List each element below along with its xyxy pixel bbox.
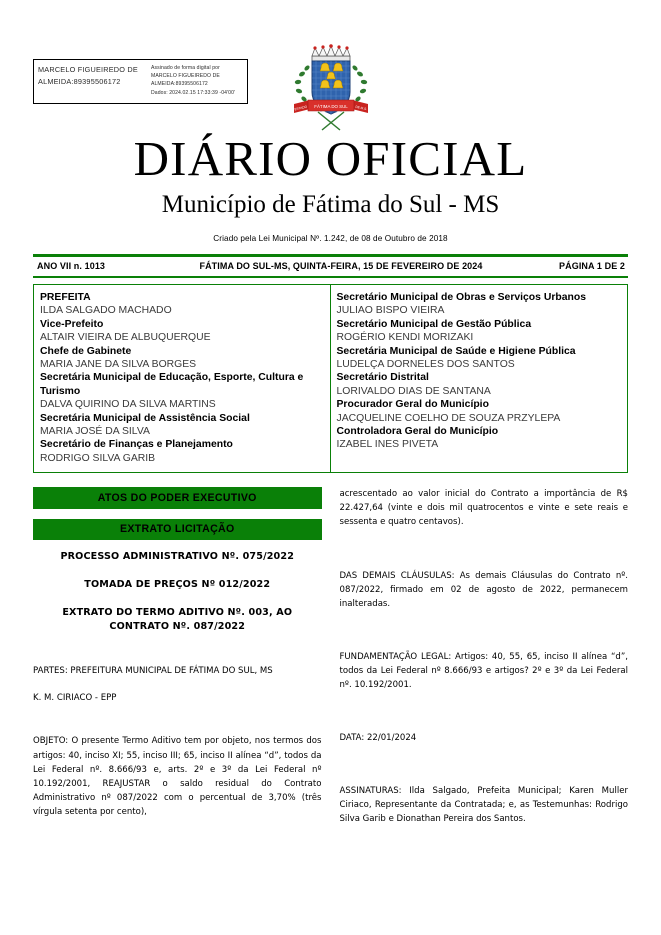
page-subtitle: Município de Fátima do Sul - MS — [161, 191, 500, 218]
section-banner-extrato: EXTRATO LICITAÇÃO — [33, 519, 322, 541]
official-role: Secretário Distrital — [336, 372, 429, 384]
section-banner-atos: ATOS DO PODER EXECUTIVO — [33, 487, 322, 509]
officials-box — [33, 284, 628, 473]
official-role: Chefe de Gabinete — [40, 345, 132, 357]
paragraph-valor-acrescentado: acrescentado ao valor inicial do Contrato a importância de R$ 22.427,64 (vinte e dois mil quatrocentos e vinte e sete reais e sessenta e quatro centavos). — [339, 489, 628, 528]
official-person: LORIVALDO DIAS DE SANTANA — [336, 385, 491, 397]
signature-name-line1: MARCELO FIGUEIREDO DE — [38, 65, 138, 74]
title-extrato-termo-aditivo — [33, 606, 322, 634]
municipal-coat-of-arms-icon — [288, 44, 374, 136]
official-role: Secretário Municipal de Gestão Pública — [336, 318, 532, 330]
official-person: ALTAIR VIEIRA DE ALBUQUERQUE — [40, 332, 211, 344]
official-role: Secretária Municipal de Saúde e Higiene Pública — [336, 345, 576, 357]
content-columns — [33, 487, 628, 843]
official-person: ILDA SALGADO MACHADO — [40, 305, 172, 317]
title-tomada-de-precos: TOMADA DE PREÇOS Nº 012/2022 — [84, 579, 271, 591]
signature-detail-line2: MARCELO FIGUEIREDO DE — [151, 73, 220, 80]
paragraph-partes-contratada: K. M. CIRIACO - EPP — [33, 693, 117, 704]
svg-text:ESTADO: ESTADO — [293, 104, 308, 112]
official-role: Secretária Municipal de Educação, Esporte, Cultura e Turismo — [40, 372, 304, 397]
signature-detail-line3: ALMEIDA:89395506172 — [151, 81, 208, 88]
spacer — [340, 709, 629, 731]
svg-text:FÁTIMA DO SUL: FÁTIMA DO SUL — [313, 104, 348, 109]
officials-column-left — [34, 285, 331, 472]
official-entry — [40, 318, 324, 345]
signature-details — [146, 60, 247, 103]
spacer — [340, 762, 629, 784]
signature-name — [34, 60, 146, 103]
official-entry — [40, 371, 324, 411]
official-entry — [337, 371, 622, 398]
officials-column-right — [331, 285, 628, 472]
signature-name-line2: ALMEIDA:89395506172 — [38, 76, 121, 86]
infobar — [33, 257, 628, 276]
official-entry — [337, 398, 622, 425]
official-entry — [337, 425, 622, 452]
title-processo-administrativo: PROCESSO ADMINISTRATIVO Nº. 075/2022 — [60, 551, 295, 563]
infobar-year-issue: ANO VII n. 1013 — [37, 261, 106, 271]
official-person: IZABEL INES PIVETA — [336, 439, 439, 451]
official-role: PREFEITA — [40, 292, 91, 303]
spacer — [33, 722, 322, 734]
official-role: Secretária Municipal de Assistência Social — [40, 412, 250, 424]
official-person: MARIA JANE DA SILVA BORGES — [40, 359, 197, 371]
official-person: LUDELÇA DORNELES DOS SANTOS — [336, 359, 515, 371]
official-person: ROGÉRIO KENDI MORIZAKI — [336, 332, 474, 344]
signature-detail-line4: Dados: 2024.02.15 17:33:39 -04'00' — [151, 89, 236, 96]
official-entry — [337, 291, 622, 318]
official-entry — [337, 318, 622, 345]
spacer — [340, 628, 629, 650]
infobar-page-number: PÁGINA 1 DE 2 — [559, 261, 625, 271]
content-column-left — [33, 487, 322, 843]
paragraph-demais-clausulas: DAS DEMAIS CLÁUSULAS: As demais Cláusulas do Contrato nº. 087/2022, firmado em 02 de agosto de 2022, permanecem inalteradas. — [339, 570, 628, 609]
svg-text:DE M.S.: DE M.S. — [354, 104, 367, 112]
official-role: Controladora Geral do Município — [336, 426, 499, 438]
official-role: Vice-Prefeito — [40, 318, 104, 330]
spacer — [340, 547, 629, 569]
page-title: DIÁRIO OFICIAL — [133, 131, 528, 186]
official-entry — [40, 291, 324, 318]
spacer — [33, 634, 322, 664]
official-entry — [40, 412, 324, 439]
official-role: Secretário de Finanças e Planejamento — [40, 439, 233, 451]
official-entry — [337, 345, 622, 372]
official-person: MARIA JOSÉ DA SILVA — [40, 426, 150, 438]
paragraph-objeto: OBJETO: O presente Termo Aditivo tem por objeto, nos termos dos artigos: 40, inciso XI; 55, inciso III; 65, inciso II alínea “d”, todos da Lei Federal nº. 8.666/93 e, arts. 2º e 3º da Lei Federal nº 10.192/2001, REAJUSTAR o saldo residual do Contrato Administrativo nº 087/2022 com o percentual de 3,70% (três vírgula setenta por cento), — [33, 736, 322, 817]
official-role: Procurador Geral do Município — [336, 399, 489, 411]
official-role: Secretário Municipal de Obras e Serviços Urbanos — [336, 292, 586, 303]
infobar-bottom-rule — [33, 276, 628, 279]
title-extrato-line1: EXTRATO DO TERMO ADITIVO Nº. 003, AO — [62, 607, 293, 619]
paragraph-partes: PARTES: PREFEITURA MUNICIPAL DE FÁTIMA DO SUL, MS — [33, 666, 273, 677]
official-person: JULIAO BISPO VIEIRA — [336, 305, 445, 317]
creation-law-note: Criado pela Lei Municipal Nº. 1.242, de 08 de Outubro de 2018 — [213, 234, 448, 243]
official-person: RODRIGO SILVA GARIB — [40, 452, 156, 464]
title-extrato-line2: CONTRATO Nº. 087/2022 — [109, 621, 246, 633]
paragraph-assinaturas: ASSINATURAS: Ilda Salgado, Prefeita Municipal; Karen Muller Ciriaco, Representante da Contratada; e, as Testemunhas: Rodrigo Silva Garib e Dionathan Pereira dos Santos. — [339, 786, 628, 825]
content-column-right — [340, 487, 629, 843]
official-person: DALVA QUIRINO DA SILVA MARTINS — [40, 399, 216, 411]
signature-detail-line1: Assinado de forma digital por — [151, 65, 220, 71]
official-entry — [40, 345, 324, 372]
digital-signature-stamp — [33, 59, 248, 104]
official-person: JACQUELINE COELHO DE SOUZA PRZYLEPA — [336, 412, 561, 424]
paragraph-data: DATA: 22/01/2024 — [339, 733, 417, 744]
paragraph-fundamentacao-legal: FUNDAMENTAÇÃO LEGAL: Artigos: 40, 55, 65, inciso II alínea “d”, todos da Lei Federal nº 8.666/93 e artigos? 2º e 3º da Lei Federal nº. 10.192/2001. — [339, 651, 628, 691]
infobar-place-date: FÁTIMA DO SUL-MS, QUINTA-FEIRA, 15 DE FEVEREIRO DE 2024 — [199, 261, 483, 271]
official-entry — [40, 438, 324, 465]
